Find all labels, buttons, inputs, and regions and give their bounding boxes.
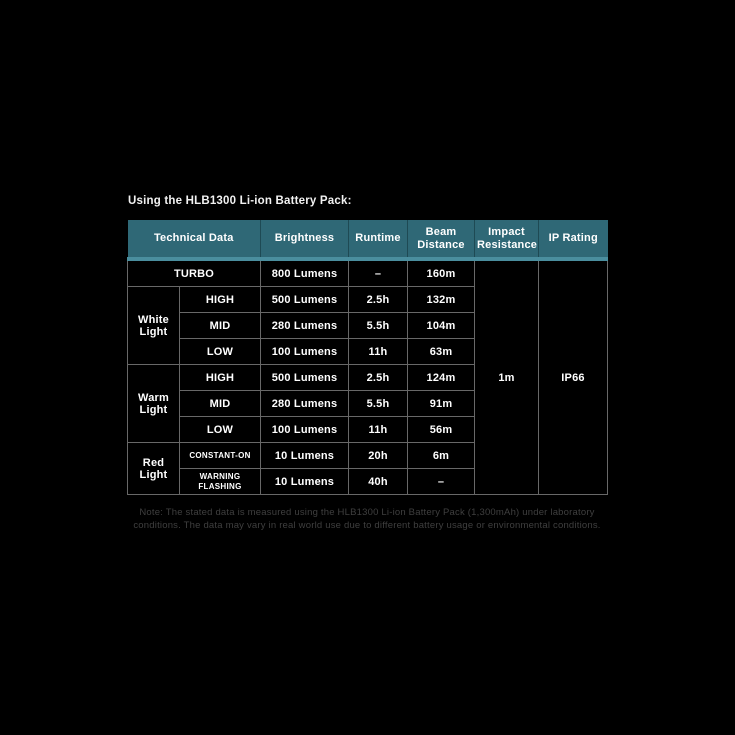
footnote: Note: The stated data is measured using the HLB1300 Li-ion Battery Pack (1,300mAh) under laboratory conditions. The data may vary in real world use due to different battery usage or environmental conditions.	[133, 507, 601, 531]
cell-brightness: 800 Lumens	[261, 259, 349, 287]
cell-brightness: 500 Lumens	[261, 365, 349, 391]
cell-brightness: 10 Lumens	[261, 469, 349, 495]
cell-group-red-light: Red Light	[128, 443, 180, 495]
cell-beam: 104m	[408, 313, 475, 339]
cell-beam: 124m	[408, 365, 475, 391]
cell-brightness: 10 Lumens	[261, 443, 349, 469]
cell-runtime: 5.5h	[349, 391, 408, 417]
cell-runtime: –	[349, 259, 408, 287]
cell-brightness: 100 Lumens	[261, 339, 349, 365]
cell-beam: 132m	[408, 287, 475, 313]
cell-mode: MID	[180, 313, 261, 339]
spec-content	[127, 194, 607, 532]
cell-beam: 63m	[408, 339, 475, 365]
cell-runtime: 2.5h	[349, 287, 408, 313]
cell-impact-resistance: 1m	[475, 259, 539, 495]
cell-runtime: 2.5h	[349, 365, 408, 391]
cell-runtime: 11h	[349, 339, 408, 365]
table-header	[128, 220, 608, 259]
cell-beam: 91m	[408, 391, 475, 417]
cell-beam: –	[408, 469, 475, 495]
spec-table	[127, 220, 608, 495]
header-cell-runtime: Runtime	[349, 220, 408, 259]
cell-brightness: 280 Lumens	[261, 313, 349, 339]
cell-beam: 6m	[408, 443, 475, 469]
cell-mode: HIGH	[180, 365, 261, 391]
page-title: Using the HLB1300 Li-ion Battery Pack:	[128, 195, 352, 207]
cell-mode: LOW	[180, 339, 261, 365]
cell-mode: CONSTANT-ON	[180, 443, 261, 469]
cell-group-white-light: White Light	[128, 287, 180, 365]
cell-runtime: 20h	[349, 443, 408, 469]
cell-group-warm-light: Warm Light	[128, 365, 180, 443]
table-row-turbo	[128, 259, 608, 287]
header-cell-brightness: Brightness	[261, 220, 349, 259]
header-cell-beam-distance: Beam Distance	[408, 220, 475, 259]
cell-mode: TURBO	[128, 259, 261, 287]
header-cell-ip-rating: IP Rating	[539, 220, 608, 259]
cell-beam: 56m	[408, 417, 475, 443]
cell-brightness: 100 Lumens	[261, 417, 349, 443]
cell-brightness: 500 Lumens	[261, 287, 349, 313]
cell-mode: MID	[180, 391, 261, 417]
cell-runtime: 5.5h	[349, 313, 408, 339]
cell-mode: WARNING FLASHING	[180, 469, 261, 495]
cell-runtime: 40h	[349, 469, 408, 495]
cell-ip-rating: IP66	[539, 259, 608, 495]
table-body	[128, 259, 608, 495]
header-cell-impact-resistance: Impact Resistance	[475, 220, 539, 259]
header-row	[128, 220, 608, 259]
cell-mode: HIGH	[180, 287, 261, 313]
cell-beam: 160m	[408, 259, 475, 287]
cell-runtime: 11h	[349, 417, 408, 443]
cell-brightness: 280 Lumens	[261, 391, 349, 417]
cell-mode: LOW	[180, 417, 261, 443]
header-cell-technical-data: Technical Data	[128, 220, 261, 259]
